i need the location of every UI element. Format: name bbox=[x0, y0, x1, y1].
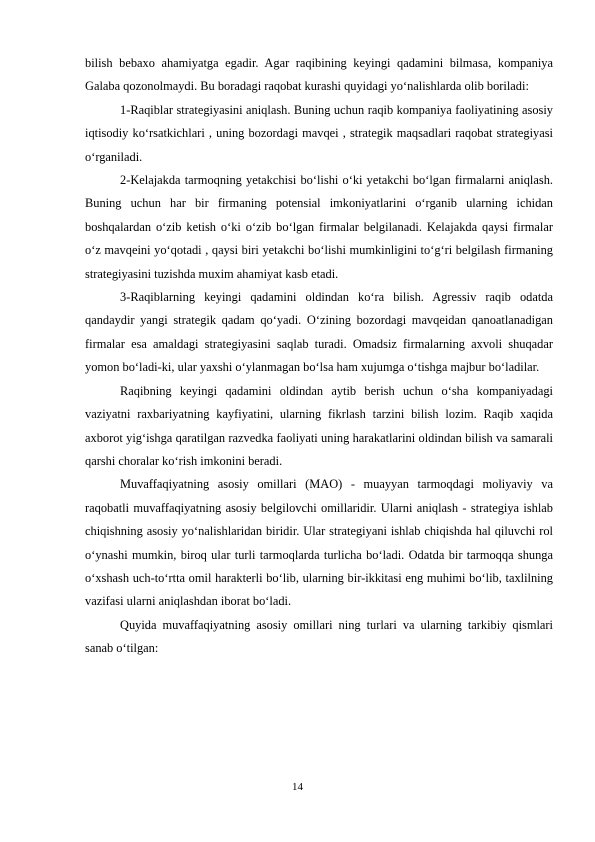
paragraph: 3-Raqiblarning keyingi qadamini oldindan ko‘ra bilish. Agressiv raqib odatda qandaydir yangi strategik qadam qo‘yadi. O‘zining bozordagi mavqeidan qanoatlanadigan firmalar esa amaldagi strategiyasini saqlab turadi. Omadsiz firmalarning axvoli shuqadar yomon bo‘ladi-ki, ular yaxshi o‘ylanmagan bo‘lsa ham xujumga o‘tishga majbur bo‘ladilar. bbox=[85, 290, 553, 375]
paragraph: 1-Raqiblar strategiyasini aniqlash. Buning uchun raqib kompaniya faoliyatining asosiy iqtisodiy ko‘rsatkichlari , uning bozordagi mavqei , strategik maqsadlari raqobat strategiyasi o‘rganiladi. bbox=[85, 102, 553, 164]
page-number: 14 bbox=[292, 781, 303, 793]
paragraph: Muvaffaqiyatning asosiy omillari (MAO) - muayyan tarmoqdagi moliyaviy va raqobatli muvaffaqiyatning asosiy belgilovchi omillaridir. Ularni aniqlash - strategiya ishlab chiqishning asosiy yo‘nalishlaridan biridir. Ular strategiyani ishlab chiqishda hal qiluvchi rol o‘ynashi mumkin, biroq ular turli tarmoqlarda turlicha bo‘ladi. Odatda bir tarmoqqa shunga o‘xshash uch-to‘rtta omil harakterli bo‘lib, ularning bir-ikkitasi eng muhimi bo‘lib, taxlilning vazifasi ularni aniqlashdan iborat bo‘ladi. bbox=[85, 477, 553, 609]
paragraph: 2-Kelajakda tarmoqning yetakchisi bo‘lishi o‘ki yetakchi bo‘lgan firmalarni aniqlash. Buning uchun har bir firmaning potensial imkoniyatlarini o‘rganib ularning ichidan boshqalardan o‘zib ketish o‘ki o‘zib bo‘lgan firmalar belgilanadi. Kelajakda qaysi firmalar o‘z mavqeini yo‘qotadi , qaysi biri yetakchi bo‘lishi mumkinligini to‘g‘ri belgilash firmaning strategiyasini tuzishda muxim ahamiyat kasb etadi. bbox=[85, 173, 553, 281]
paragraph: bilish bebaxo ahamiyatga egadir. Agar raqibining keyingi qadamini bilmasa, kompaniya Galaba qozonolmaydi. Bu boradagi raqobat kurashi quyidagi yo‘nalishlarda olib boriladi: bbox=[85, 56, 553, 94]
paragraph: Raqibning keyingi qadamini oldindan aytib berish uchun o‘sha kompaniyadagi vaziyatni raxbariyatning kayfiyatini, ularning fikrlash tarzini bilish lozim. Raqib xaqida axborot yig‘ishga qaratilgan razvedka faoliyati uning harakatlarini oldindan bilish va samarali qarshi choralar ko‘rish imkonini beradi. bbox=[85, 383, 553, 468]
body-text bbox=[85, 52, 553, 661]
paragraph: Quyida muvaffaqiyatning asosiy omillari ning turlari va ularning tarkibiy qismlari sanab o‘tilgan: bbox=[85, 617, 553, 656]
